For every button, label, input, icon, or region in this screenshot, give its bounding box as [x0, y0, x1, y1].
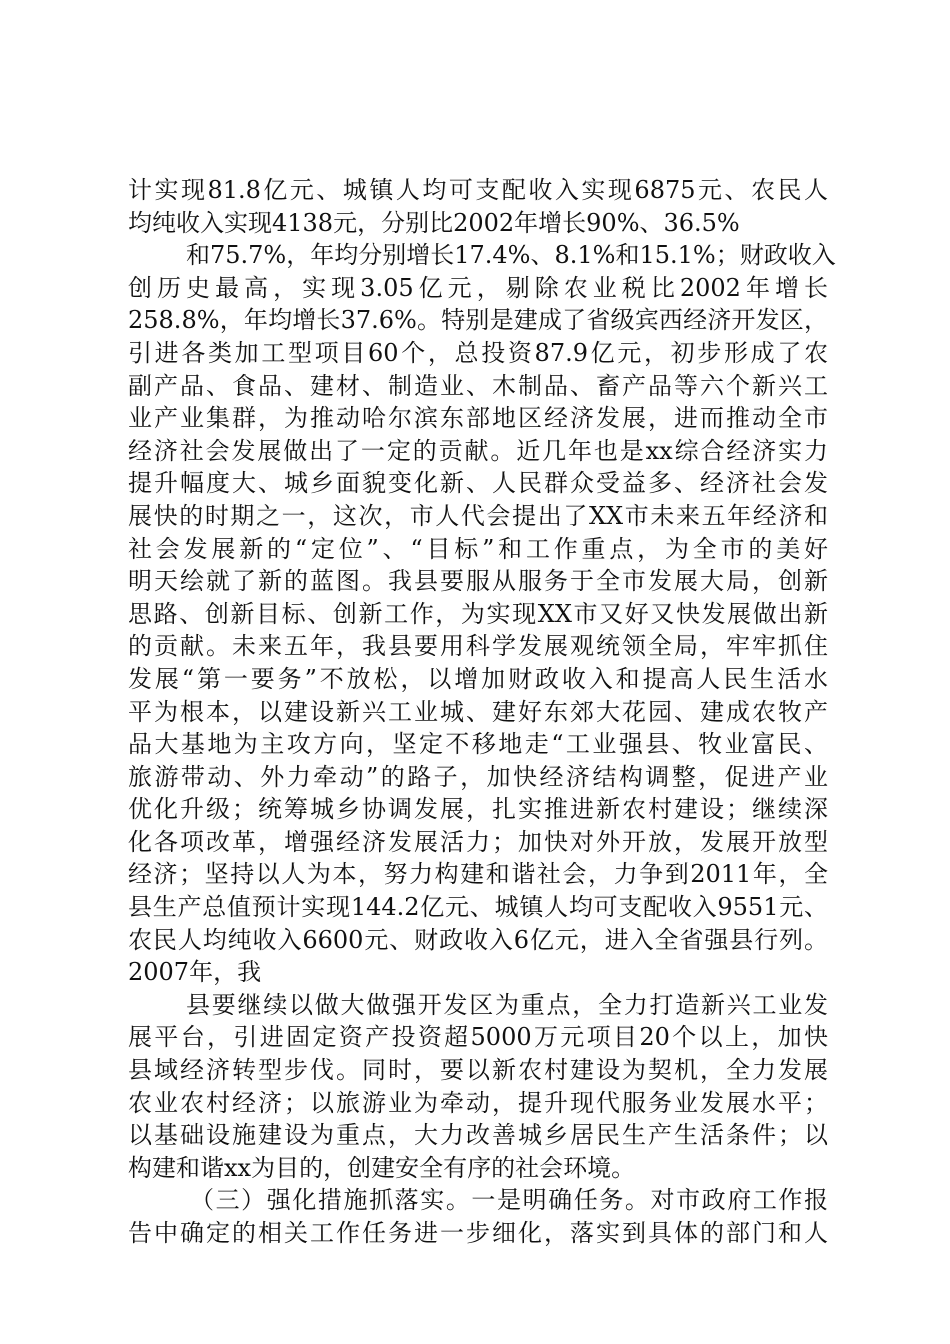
text-line: 经济社会发展做出了一定的贡献。近几年也是xx综合经济实力 [128, 436, 828, 465]
section-heading-line: （三）强化措施抓落实。一是明确任务。对市政府工作报 [190, 1186, 828, 1215]
text-line: 明天绘就了新的蓝图。我县要服从服务于全市发展大局，创新 [128, 567, 828, 596]
text-line: 社会发展新的“定位”、“目标”和工作重点，为全市的美好 [128, 534, 828, 563]
text-line: 副产品、食品、建材、制造业、木制品、畜产品等六个新兴工 [128, 371, 828, 400]
text-line: 旅游带动、外力牵动”的路子，加快经济结构调整，促进产业 [128, 762, 828, 791]
text-line: 展快的时期之一，这次，市人代会提出了XX市未来五年经济和 [128, 501, 828, 530]
text-line: 258.8%，年均增长37.6%。特别是建成了省级宾西经济开发区， [128, 306, 828, 335]
text-line: 引进各类加工型项目60个，总投资87.9亿元，初步形成了农 [128, 338, 828, 367]
text-line: 品大基地为主攻方向，坚定不移地走“工业强县、牧业富民、 [128, 730, 828, 759]
text-line: 以基础设施建设为重点，大力改善城乡居民生产生活条件；以 [128, 1121, 828, 1150]
text-line: 均纯收入实现4138元，分别比2002年增长90%、36.5% [128, 208, 740, 237]
text-line: 展平台，引进固定资产投资超5000万元项目20个以上，加快 [128, 1023, 828, 1052]
text-line: 业产业集群，为推动哈尔滨东部地区经济发展，进而推动全市 [128, 404, 828, 433]
text-line: 县域经济转型步伐。同时，要以新农村建设为契机，全力发展 [128, 1056, 828, 1085]
text-line: 经济；坚持以人为本，努力构建和谐社会，力争到2011年，全 [128, 860, 828, 889]
text-line: 计实现81.8亿元、城镇人均可支配收入实现6875元、农民人 [128, 176, 828, 204]
body-text [128, 174, 836, 1250]
text-line: 构建和谐xx为目的，创建安全有序的社会环境。 [128, 1153, 636, 1182]
text-line: 提升幅度大、城乡面貌变化新、人民群众受益多、经济社会发 [128, 469, 828, 498]
text-line: 县生产总值预计实现144.2亿元、城镇人均可支配收入9551元、 [128, 893, 828, 922]
paragraph-start-line: 县要继续以做大做强开发区为重点，全力打造新兴工业发 [186, 990, 828, 1019]
text-line: 农业农村经济；以旅游业为牵动，提升现代服务业发展水平； [128, 1088, 828, 1117]
paragraph-start-line: 和75.7%，年均分别增长17.4%、8.1%和15.1%；财政收入 [186, 241, 836, 270]
text-line: 的贡献。未来五年，我县要用科学发展观统领全局，牢牢抓住 [128, 632, 828, 661]
text-line: 告中确定的相关工作任务进一步细化，落实到具体的部门和人 [128, 1219, 828, 1247]
text-line: 化各项改革，增强经济发展活力；加快对外开放，发展开放型 [128, 827, 828, 856]
text-line: 农民人均纯收入6600元、财政收入6亿元，进入全省强县行列。 [128, 925, 828, 954]
text-line: 2007年，我 [128, 958, 262, 987]
text-line: 平为根本，以建设新兴工业城、建好东郊大花园、建成农牧产 [128, 697, 828, 726]
text-line: 优化升级；统筹城乡协调发展，扎实推进新农村建设；继续深 [128, 795, 828, 824]
text-line: 思路、创新目标、创新工作，为实现XX市又好又快发展做出新 [128, 599, 828, 628]
text-line: 创历史最高，实现3.05亿元，剔除农业税比2002年增长 [128, 273, 828, 302]
text-line: 发展“第一要务”不放松，以增加财政收入和提高人民生活水 [128, 664, 828, 693]
